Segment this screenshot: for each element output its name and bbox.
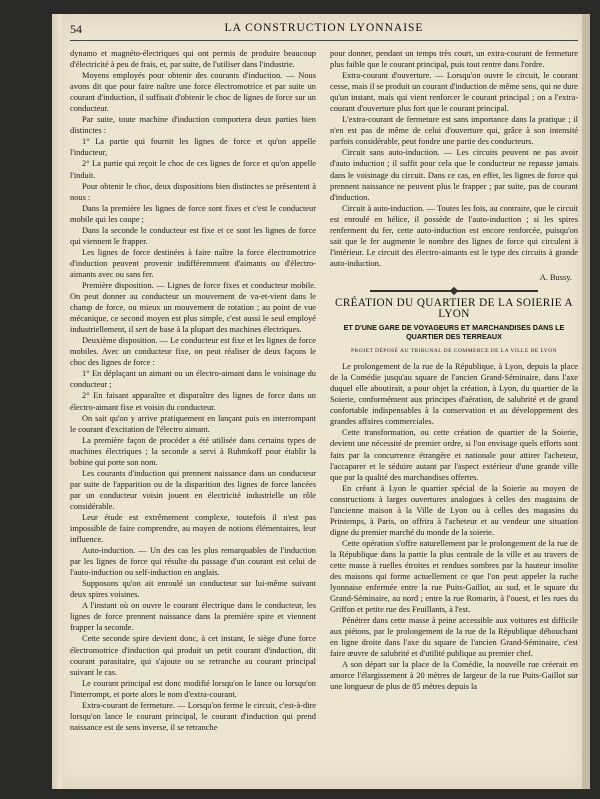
author-signature: A. Bussy.	[539, 272, 572, 282]
article-subtitle-line: ET D'UNE GARE DE VOYAGEURS ET MARCHANDISES DANS LE	[343, 323, 565, 333]
paragraph: 2° En faisant apparaître et disparaître des lignes de force dans un électro-aimant fixe et voisin du conducteur.	[70, 391, 316, 412]
running-title: LA CONSTRUCTION LYONNAISE	[224, 22, 424, 34]
paragraph: A son départ sur la place de la Comédie, la nouvelle rue créerait en amorce l'élargissement à 20 mètres de largeur de la rue Puits-Gaillot sur une longueur de plus de 85 mètres depuis la	[330, 660, 578, 692]
paragraph: 1° La partie qui fournit les lignes de force et qu'on appelle l'inducteur,	[70, 137, 316, 158]
paragraph: Deuxième disposition. — Le conducteur est fixe et les lignes de force mobiles. Avec un conducteur fixe, on peut réaliser de deux façons le choc des lignes de force :	[70, 336, 316, 368]
newspaper-page	[52, 14, 590, 789]
page-shadow-edge	[52, 14, 62, 789]
article-title: CRÉATION DU QUARTIER DE LA SOIERIE A LYON	[334, 296, 574, 321]
paragraph: Cette seconde spire devient donc, à cet instant, le siège d'une force électromotrice d'induction qui produit un petit courant d'induction, dit courant parasitaire, qui s'ajoute ou se retranche au courant principal suivant le cas.	[70, 634, 316, 677]
paragraph: 1° En déplaçant un aimant ou un électro-aimant dans le voisinage du conducteur ;	[70, 369, 316, 390]
paragraph: Extra-courant de fermeture. — Lorsqu'on ferme le circuit, c'est-à-dire lorsqu'on lance le courant principal, le courant d'induction qui prend naissance est de sens inverse, il se retranche	[70, 700, 316, 732]
paragraph: Leur étude est extrêmement complexe, toutefois il n'est pas impossible de faire comprendre, au moyen de notions élémentaires, leur influence.	[70, 512, 316, 545]
paragraph: L'extra-courant de fermeture est sans importance dans la pratique ; il n'en est pas de même de celui d'ouverture qui, grâce à son intensité parfois considérable, peut fondre une partie des conducteurs.	[330, 115, 578, 147]
paragraph: Dans la seconde le conducteur est fixe et ce sont les lignes de force qui viennent le frapper.	[70, 225, 316, 246]
left-column	[70, 48, 316, 733]
paragraph: On sait qu'on y arrive pratiquement en lançant puis en interrompant le courant d'excitation de l'électro aimant.	[70, 413, 316, 434]
paragraph: Extra-courant d'ouverture. — Lorsqu'on ouvre le circuit, le courant cesse, mais il se produit un courant d'induction de même sens, qui ne dure qu'un instant, mais qui vient renforcer le courant principal ; on a l'extra-courant d'ouverture plus fort que le courant principal.	[330, 71, 578, 114]
section-divider	[370, 290, 538, 292]
paragraph: Dans la première les lignes de force sont fixes et c'est le conducteur mobile qui les coupe ;	[70, 203, 316, 224]
article-subtitle-line: QUARTIER DES TERREAUX	[406, 332, 502, 342]
paragraph: La première façon de procéder a été utilisée dans certains types de machines électriques ; la seconde a servi à Ruhmkoff pour établir la bobine qui porte son nom.	[70, 435, 316, 467]
paragraph: Par suite, toute machine d'induction comportera deux parties bien distinctes :	[70, 115, 316, 136]
paragraph: 2° La partie qui reçoit le choc de ces lignes de force et qu'on appelle l'induit.	[70, 159, 316, 180]
paragraph: Pour obtenir le choc, deux dispositions bien distinctes se présentent à nous :	[70, 181, 316, 202]
paragraph: A l'instant où on ouvre le courant électrique dans le conducteur, les lignes de force prennent naissance dans la première spire et viennent frapper la seconde.	[70, 601, 316, 633]
paragraph: pour donner, pendant un temps très court, un extra-courant de fermeture plus faible que le courant principal, puis tout rentre dans l'ordre.	[330, 49, 578, 70]
paragraph: Cette transformation, ou cette création de quartier de la Soierie, devient une nécessité de premier ordre, si l'on envisage quels efforts sont faits par la concurrence étrangère et nationale pour attirer l'acheteur, l'accaparer et le séduire autant par l'aspect extérieur d'une grande ville que par la qualité des marchandises offertes.	[330, 428, 578, 482]
page-binding-strip	[582, 14, 590, 789]
paragraph: Moyens employés pour obtenir des courants d'induction. — Nous avons dit que pour faire naître une force électromotrice et par suite un courant d'induction, il suffisait d'obtenir le choc de lignes de force sur un conducteur.	[70, 71, 316, 114]
right-column	[330, 48, 578, 693]
paragraph: Circuit sans auto-induction. — Les circuits peuvent ne pas avoir d'auto induction ; il suffit pour cela que le conducteur ne repasse jamais dans le voisinage du circuit. Dans ce cas, en effet, les lignes de force qui prennent naissance ne peuvent plus le frapper ; par suite, pas de courant d'induction.	[330, 148, 578, 202]
paragraph: Auto-induction. — Un des cas les plus remarquables de l'induction par les lignes de force qui résulte du passage d'un courant est celui de l'auto-induction ou self-induction en anglais.	[70, 546, 316, 578]
paragraph: Cette opération s'offre naturellement par le prolongement de la rue de la République dans la partie la plus centrale de la ville et au travers de cette masse à ruelles étroites et rendues sombres par la hauteur insolite des maisons qui forme actuellement ce que l'on peut appeler la ruche lyonnaise enfermée entre la rue Puits-Gaillot, au sud, et le square du Grand-Séminaire, au nord ; entre la rue Romarin, à l'ouest, et les rues du Griffon et petite rue des Feuillants, à l'est.	[330, 538, 578, 615]
paragraph: Supposons qu'on ait enroulé un conducteur sur lui-même suivant deux spires voisines.	[70, 579, 316, 600]
paragraph: Première disposition. — Lignes de force fixes et conducteur mobile. On peut donner au conducteur un mouvement de va-et-vient dans le champ de force, ou mieux un mouvement de rotation ; au point de vue mécanique, ce second moyen est plus simple, c'est aussi le seul employé industriellement, il sert de base à la plupart des machines électriques.	[70, 280, 316, 335]
paragraph: Les lignes de force destinées à faire naître la force électromotrice d'induction peuvent provenir indifféremment d'aimants ou d'électro-aimants avec ou sans fer.	[70, 247, 316, 279]
page-number: 54	[70, 22, 82, 36]
deposit-note: PROJET DÉPOSÉ AU TRIBUNAL DE COMMERCE DE LA VILLE DE LYON	[350, 348, 557, 355]
paragraph: dynamo et magnéto-électriques qui ont permis de produire beaucoup d'électricité à peu de frais, et, par suite, de l'utiliser dans l'industrie.	[70, 49, 316, 70]
article-subtitle	[330, 323, 578, 341]
paragraph: En créant à Lyon le quartier spécial de la Soierie au moyen de constructions à larges ouvertures analogues à celles des magasins de l'ancienne maison à la Ville de Lyon ou à celles des magasins du Printemps, à Paris, on offrira à l'acheteur et au vendeur une situation digne du premier marché du monde de la soierie.	[330, 483, 578, 537]
page-header	[70, 22, 578, 41]
paragraph: Circuit à auto-induction. — Toutes les fois, au contraire, que le circuit est enroulé en hélice, il possède de l'auto-induction ; si les spires renferment du fer, cette auto-induction est encore renforcée, puisqu'on sait que le fer augmente le nombre des lignes de force qui circulent à l'intérieur. Le circuit des électro-aimants est le type des circuits à grande auto-induction.	[330, 203, 578, 268]
paragraph: Le prolongement de la rue de la République, à Lyon, depuis la place de la Comédie jusqu'au square de l'ancien Grand-Séminaire, dans l'axe duquel elle aboutirait, a pour objet la création, à Lyon, du quartier de la Soierie, conformément aux principes d'aération, de salubrité et de grand confortable indispensables à la conservation et au développement des grandes affaires commerciales.	[330, 362, 578, 427]
paragraph: Les courants d'induction qui prennent naissance dans un conducteur par suite de l'apparition ou de la disparition des lignes de force lancées par un conducteur voisin jouent en électricité industrielle un rôle considérable.	[70, 468, 316, 511]
paragraph: Pénétrer dans cette masse à peine accessible aux voitures est difficile aux piétons, par le prolongement de la rue de la République débouchant en ligne droite dans l'axe du square de l'ancien Grand-Séminaire, c'est faire œuvre de salubrité et d'utilité publique au premier chef.	[330, 616, 578, 659]
paragraph: Le courant principal est donc modifié lorsqu'on le lance ou lorsqu'on l'interrompt, et porte alors le nom d'extra-courant.	[70, 678, 316, 699]
